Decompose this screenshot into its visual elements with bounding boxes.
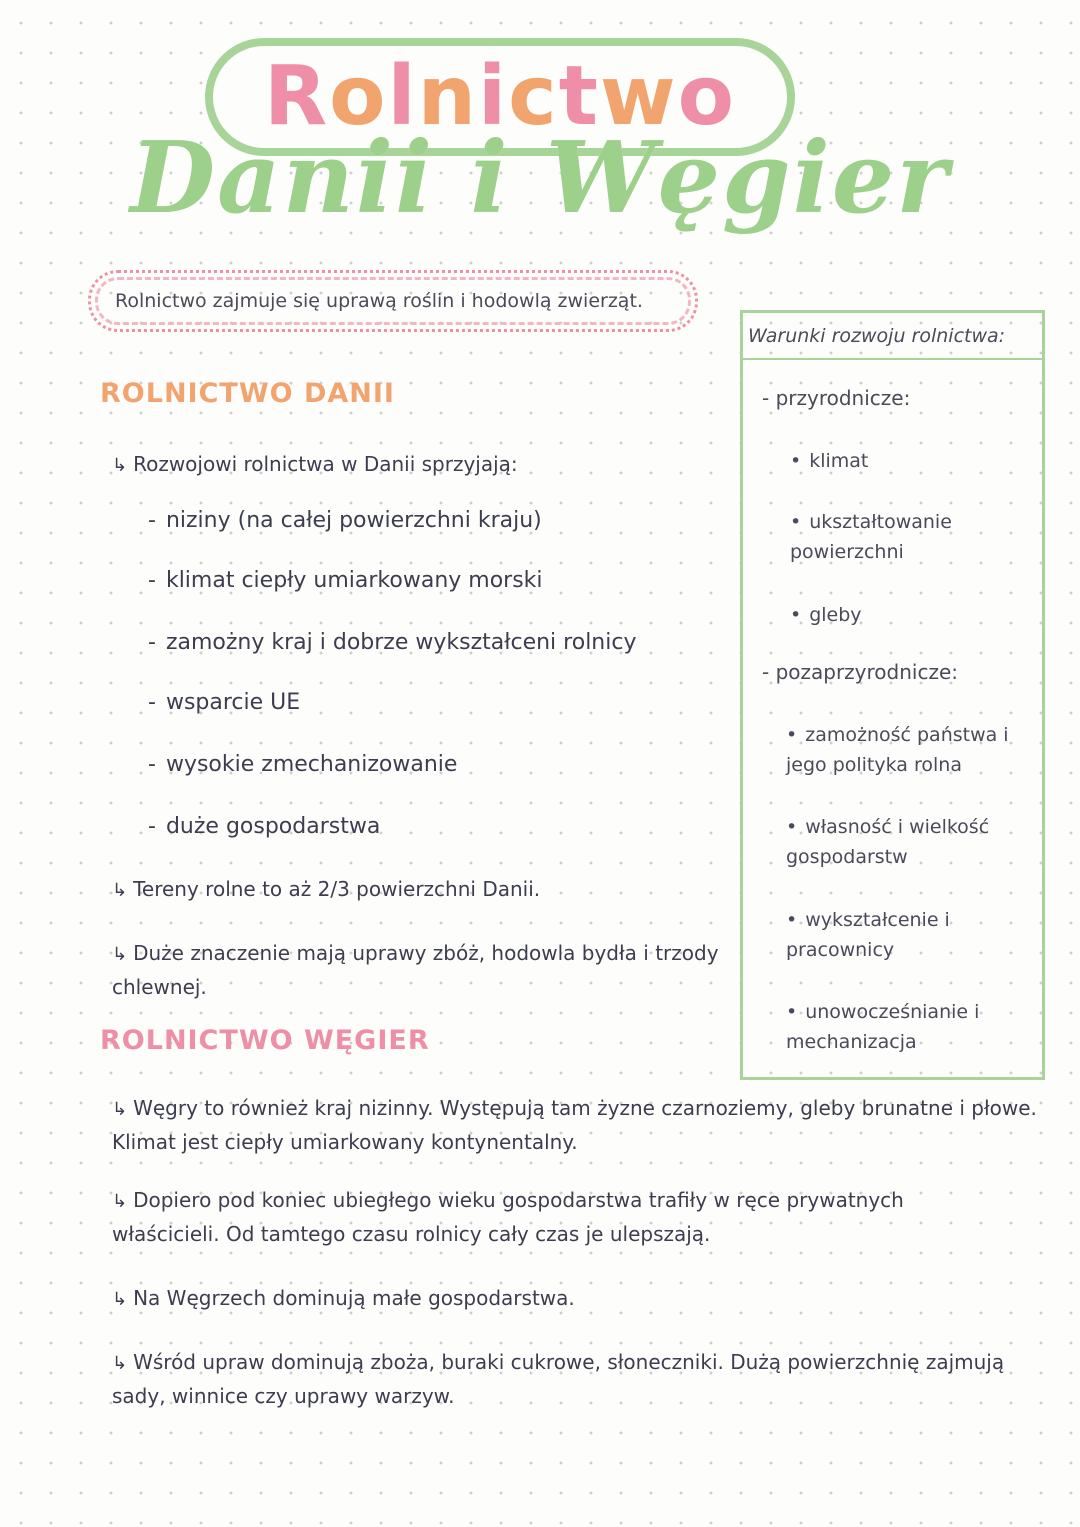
conditions-title: Warunki rozwoju rolnictwa: bbox=[748, 325, 1006, 347]
denmark-factor: - duże gospodarstwa bbox=[148, 814, 381, 839]
title-bottom: Danii i Węgier bbox=[130, 121, 950, 236]
denmark-factor: - niziny (na całej powierzchni kraju) bbox=[148, 508, 542, 533]
title-letter: w bbox=[599, 49, 678, 144]
hungary-note: ↳ Dopiero pod koniec ubiegłego wieku gospodarstwa trafiły w ręce prywatnych właścicieli. Od tamtego czasu rolnicy cały czas je ulepszają. bbox=[112, 1188, 904, 1246]
conditions-natural-item: • klimat bbox=[790, 450, 869, 472]
title-letter: c bbox=[508, 49, 559, 144]
title-letter: R bbox=[263, 49, 330, 144]
conditions-natural-item: • ukształtowanie powierzchni bbox=[790, 511, 952, 563]
hungary-note: ↳ Węgry to również kraj nizinny. Występują tam żyzne czarnoziemy, gleby brunatne i płowe. Klimat jest ciepły umiarkowany kontynentalny. bbox=[112, 1096, 1037, 1154]
title-letter: i bbox=[477, 49, 509, 144]
conditions-non-natural-label: - pozaprzyrodnicze: bbox=[762, 660, 958, 684]
definition-text: Rolnictwo zajmuje się uprawą roślin i hodowlą zwierząt. bbox=[115, 290, 643, 312]
denmark-note: ↳ Tereny rolne to aż 2/3 powierzchni Danii. bbox=[112, 877, 541, 901]
hungary-note: ↳ Na Węgrzech dominują małe gospodarstwa. bbox=[112, 1286, 575, 1310]
title-letter: o bbox=[329, 49, 388, 144]
title-letter: o bbox=[677, 49, 737, 144]
conditions-non-natural-item: • wykształcenie i pracownicy bbox=[786, 909, 950, 961]
denmark-factor: - wsparcie UE bbox=[148, 690, 301, 715]
hungary-note: ↳ Wśród upraw dominują zboża, buraki cukrowe, słoneczniki. Dużą powierzchnię zajmują sady, winnice czy uprawy warzyw. bbox=[112, 1350, 1005, 1408]
conditions-divider bbox=[742, 358, 1042, 360]
title-letter: t bbox=[558, 49, 600, 144]
conditions-non-natural-item: • unowocześnianie i mechanizacja bbox=[786, 1001, 980, 1053]
denmark-factor: - klimat ciepły umiarkowany morski bbox=[148, 568, 543, 593]
denmark-intro: ↳ Rozwojowi rolnictwa w Danii sprzyjają: bbox=[112, 452, 518, 476]
conditions-non-natural-item: • zamożność państwa i jego polityka rolna bbox=[786, 724, 1009, 776]
heading-denmark: ROLNICTWO DANII bbox=[100, 378, 395, 409]
denmark-note: ↳ Duże znaczenie mają uprawy zbóż, hodowla bydła i trzody chlewnej. bbox=[112, 941, 719, 999]
conditions-natural-item: • gleby bbox=[790, 604, 862, 626]
title-letter: n bbox=[417, 49, 478, 144]
definition-box bbox=[88, 270, 698, 332]
conditions-natural-label: - przyrodnicze: bbox=[762, 386, 911, 410]
denmark-factor: - wysokie zmechanizowanie bbox=[148, 752, 458, 777]
heading-hungary: ROLNICTWO WĘGIER bbox=[100, 1025, 430, 1056]
denmark-factor: - zamożny kraj i dobrze wykształceni rolnicy bbox=[148, 630, 637, 655]
conditions-non-natural-item: • własność i wielkość gospodarstw bbox=[786, 816, 990, 868]
title-letter: l bbox=[387, 49, 418, 144]
